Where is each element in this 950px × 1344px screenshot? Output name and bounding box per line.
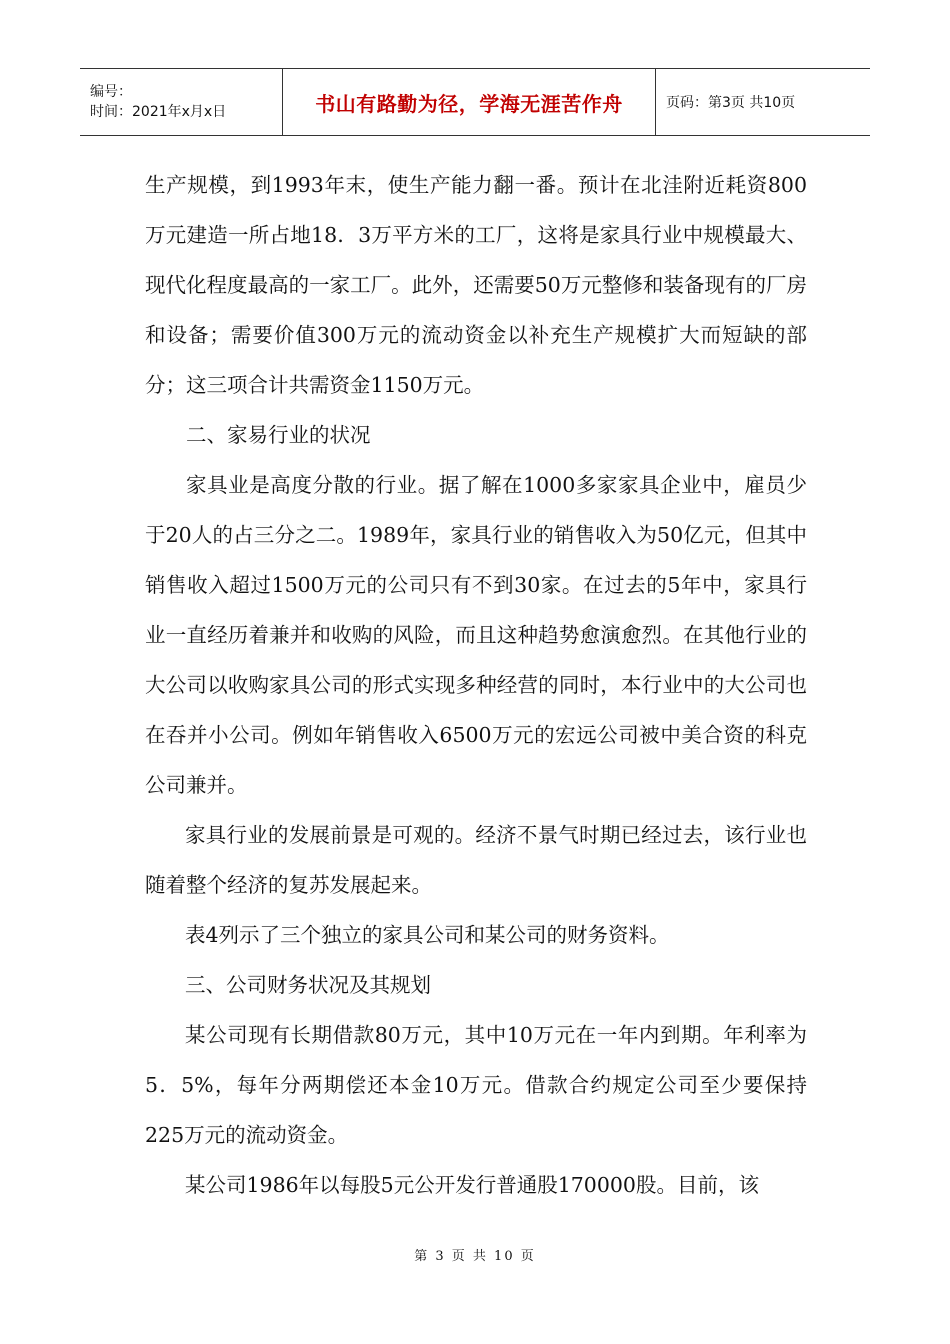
section-heading-industry: 二、家易行业的状况: [186, 423, 371, 447]
header-page-info: 页码：第3页 共10页: [666, 95, 796, 111]
header-motto: 书山有路勤为径，学海无涯苦作舟: [283, 69, 656, 135]
page-header: [80, 68, 870, 136]
paragraph-table-reference: 表4列示了三个独立的家具公司和某公司的财务资料。: [185, 923, 670, 947]
paragraph-industry-outlook: 家具行业的发展前景是可观的。经济不景气时期已经过去，该行业也随着整个经济的复苏发展起来。: [145, 823, 807, 897]
paragraph-stock: 某公司1986年以每股5元公开发行普通股170000股。目前，该: [185, 1173, 759, 1197]
document-date: 时间：2021年x月x日: [90, 104, 227, 120]
header-meta: [80, 69, 283, 135]
section-heading-finance: 三、公司财务状况及其规划: [185, 973, 431, 997]
paragraph-industry-overview: 家具业是高度分散的行业。据了解在1000多家家具企业中，雇员少于20人的占三分之二。1989年，家具行业的销售收入为50亿元，但其中销售收入超过1500万元的公司只有不到30家。在过去的5年中，家具行业一直经历着兼并和收购的风险，而且这种趋势愈演愈烈。在其他行业的大公司以收购家具公司的形式实现多种经营的同时，本行业中的大公司也在吞并小公司。例如年销售收入6500万元的宏远公司被中美合资的科克公司兼并。: [145, 473, 807, 797]
document-body: [145, 160, 807, 1210]
paragraph-loans: 某公司现有长期借款80万元，其中10万元在一年内到期。年利率为 5．5%，每年分两期偿还本金10万元。借款合约规定公司至少要保持225万元的流动资金。: [145, 1023, 807, 1147]
paragraph-continuation: 生产规模，到1993年末，使生产能力翻一番。预计在北洼附近耗资800万元建造一所占地18．3万平方米的工厂，这将是家具行业中规模最大、现代化程度最高的一家工厂。此外，还需要50万元整修和装备现有的厂房和设备；需要价值300万元的流动资金以补充生产规模扩大而短缺的部分；这三项合计共需资金1150万元。: [145, 173, 807, 397]
page-footer: 第 3 页 共 10 页: [414, 1249, 536, 1264]
document-number: 编号：: [90, 84, 132, 100]
